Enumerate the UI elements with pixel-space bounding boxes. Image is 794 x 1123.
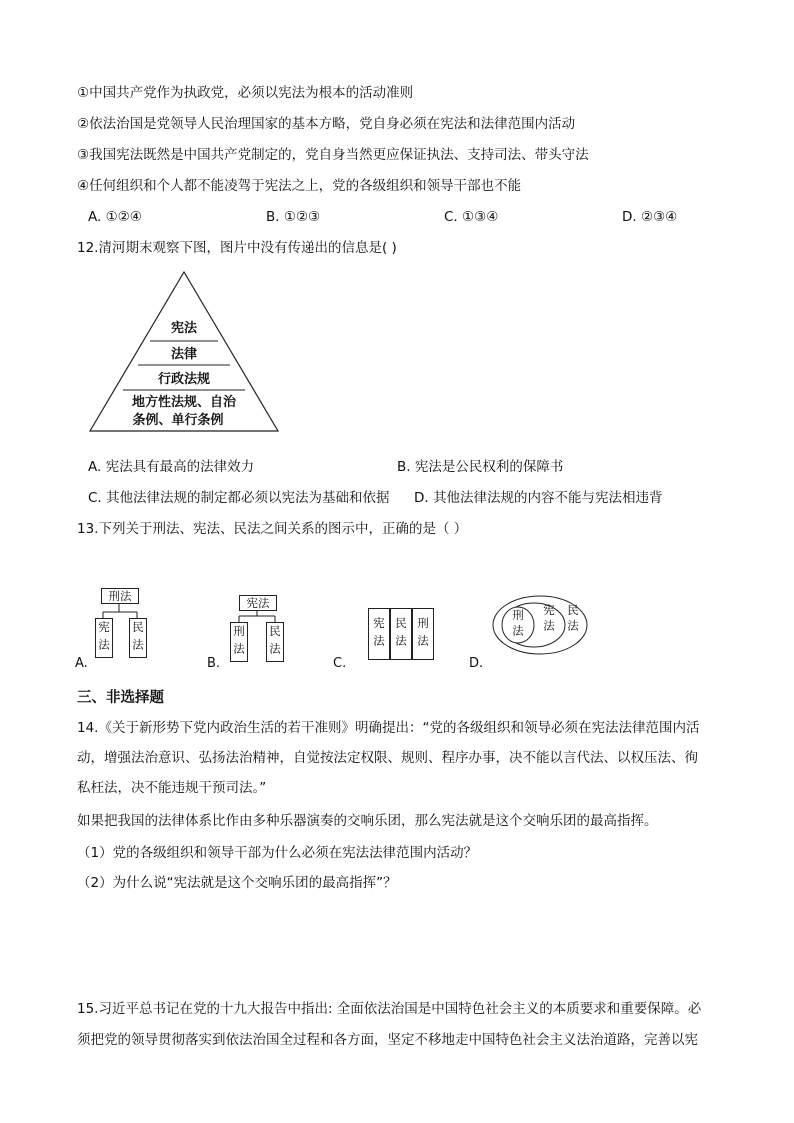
q14-subquestion-1: （1）党的各级组织和领导干部为什么必须在宪法法律范围内活动？ (77, 845, 478, 861)
pyramid-layer-law: 法律 (170, 347, 198, 362)
q14-line-4: 如果把我国的法律体系比作由多种乐器演奏的交响乐团，那么宪法就是这个交响乐团的最高指挥。 (77, 813, 658, 829)
q13-stem: 13.下列关于刑法、宪法、民法之间关系的图示中，正确的是（ ） (77, 521, 468, 537)
diagram-c-label: C. (333, 656, 347, 671)
q15-line-2: 须把党的领导贯彻落实到依法治国全过程和各方面，坚定不移地走中国特色社会主义法治道路，完善以宪 (77, 1032, 698, 1048)
q14-line-2: 动，增强法治意识、弘扬法治精神，自觉按法定权限、规则、程序办事，决不能以言代法、以权压法、徇 (77, 750, 698, 766)
diagram-b-right-box: 民法 (266, 622, 284, 662)
diagram-a-top-box: 刑法 (101, 588, 139, 604)
q12-option-c[interactable]: C. 其他法律法规的制定都必须以宪法为基础和依据 (88, 490, 390, 506)
diagram-c-box-2: 民法 (390, 608, 412, 660)
q14-line-1: 14.《关于新形势下党内政治生活的若干准则》明确提出：“党的各级组织和领导必须在宪法法律范围内活 (77, 720, 700, 736)
diagram-b-label: B. (207, 656, 221, 671)
q13-diagram-c[interactable] (333, 600, 443, 672)
q11-option-c[interactable]: C. ①③④ (444, 209, 499, 225)
diagram-b-top-box: 宪法 (239, 595, 277, 611)
q14-line-3: 私枉法，决不能违规干预司法。” (77, 780, 267, 796)
diagram-b-left-box: 刑法 (230, 622, 248, 662)
q11-option-a[interactable]: A. ①②④ (88, 209, 142, 225)
pyramid-layer-constitution: 宪法 (170, 321, 198, 336)
diagram-c-box-1: 宪法 (368, 608, 390, 660)
q12-option-a[interactable]: A. 宪法具有最高的法律效力 (88, 459, 255, 475)
q12-stem: 12.清河期末观察下图，图片中没有传递出的信息是( ) (77, 240, 397, 256)
law-hierarchy-pyramid (86, 268, 282, 436)
q15-line-1: 15.习近平总书记在党的十九大报告中指出: 全面依法治国是中国特色社会主义的本质要求和重要保障。必 (77, 1001, 702, 1017)
diagram-d-inner-label: 刑法 (511, 609, 525, 640)
q12-option-d[interactable]: D. 其他法律法规的内容不能与宪法相违背 (414, 490, 663, 506)
pyramid-layer-local-regulations-2: 条例、单行条例 (132, 413, 224, 428)
q11-statement-2: ②依法治国是党领导人民治理国家的基本方略，党自身必须在宪法和法律范围内活动 (77, 116, 576, 132)
q11-option-d[interactable]: D. ②③④ (622, 209, 678, 225)
q13-diagram-b[interactable] (207, 590, 297, 672)
q14-subquestion-2: （2）为什么说“宪法就是这个交响乐团的最高指挥”？ (77, 875, 397, 891)
pyramid-layer-administrative-regulations: 行政法规 (157, 372, 211, 387)
diagram-a-left-box: 宪法 (95, 618, 113, 658)
diagram-c-box-3: 刑法 (412, 608, 434, 660)
q13-diagram-a[interactable] (77, 582, 167, 672)
diagram-a-right-box: 民法 (129, 618, 147, 658)
diagram-d-outer-label: 民法 (566, 604, 580, 635)
q12-option-b[interactable]: B. 宪法是公民权利的保障书 (397, 459, 564, 475)
diagram-d-label: D. (469, 656, 484, 671)
section-heading: 三、非选择题 (77, 690, 164, 706)
diagram-a-label: A. (75, 656, 88, 671)
pyramid-layer-local-regulations-1: 地方性法规、自治 (131, 395, 237, 410)
q11-statement-3: ③我国宪法既然是中国共产党制定的，党自身当然更应保证执法、支持司法、带头守法 (77, 147, 589, 163)
q11-statement-4: ④任何组织和个人都不能凌驾于宪法之上，党的各级组织和领导干部也不能 (77, 178, 522, 194)
q11-option-b[interactable]: B. ①②③ (266, 209, 321, 225)
diagram-d-middle-label: 宪法 (542, 604, 556, 635)
q11-statement-1: ①中国共产党作为执政党，必须以宪法为根本的活动准则 (77, 85, 414, 101)
q13-diagram-d[interactable] (468, 592, 598, 672)
